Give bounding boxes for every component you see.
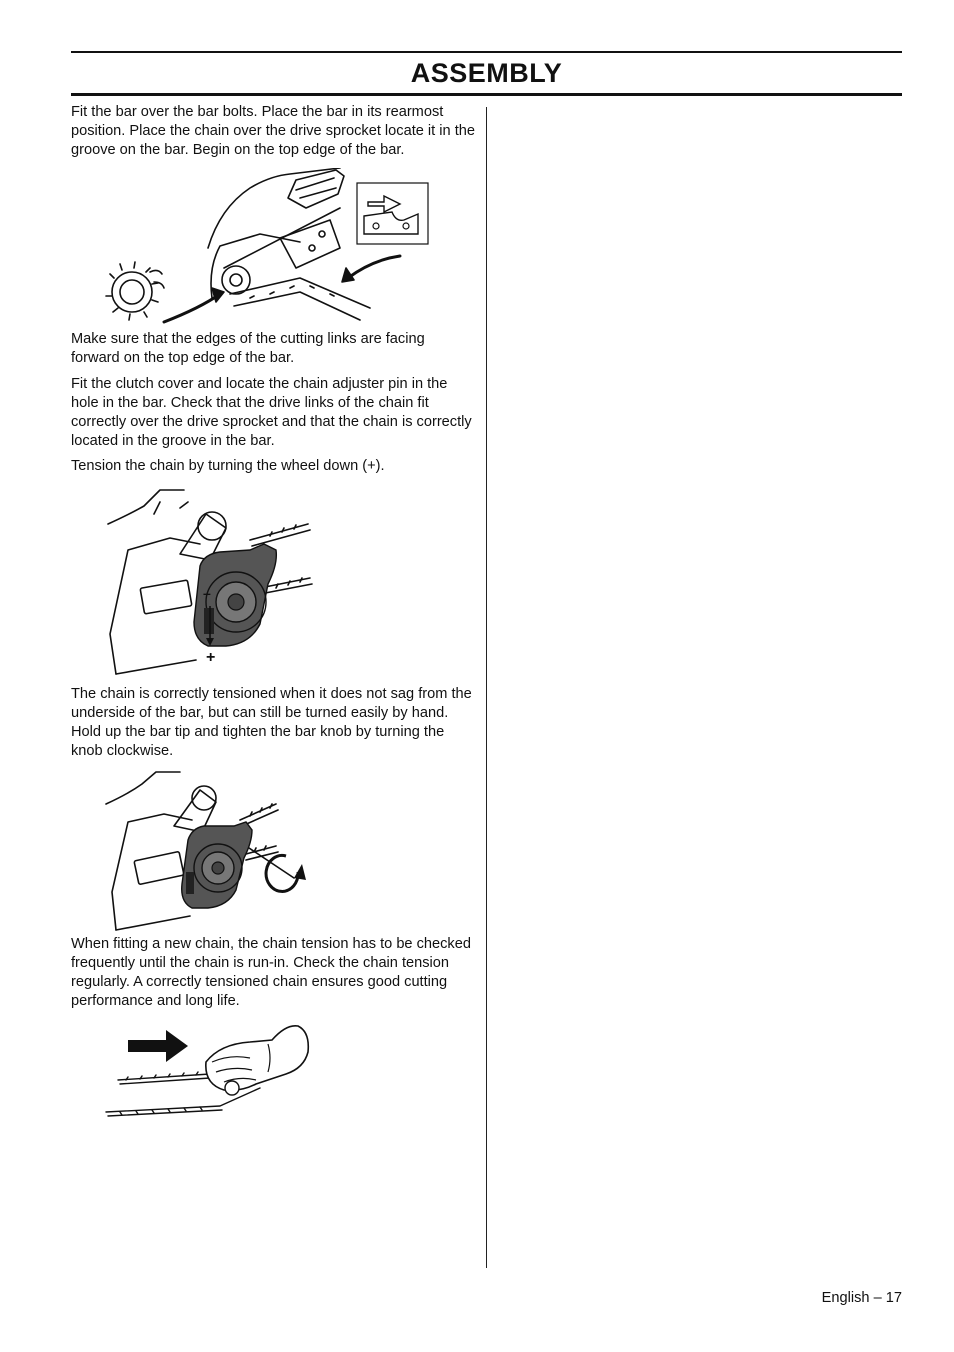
paragraph-fit-bar: Fit the bar over the bar bolts. Place the bar in its rearmost position. Place the chain over the drive sprocket locate it in the groove on the bar. Begin on the top edge of the bar. [71,104,475,158]
paragraph-correct-tension: The chain is correctly tensioned when it does not sag from the underside of the bar, but can still be turned easily by hand. Hold up the bar tip and tighten the bar knob by turning the knob clockwise. [71,686,472,759]
header-rule-top [71,51,902,53]
column-divider [486,107,487,1268]
figure-check-chain [100,1018,320,1123]
glove-icon [206,1026,308,1095]
figure-tension-wheel [100,484,320,684]
bar-knob-icon [182,822,252,908]
minus-label: – [203,585,211,601]
page-footer: English – 17 [821,1290,902,1306]
arrow-right-icon [128,1030,188,1062]
paragraph-cutting-links: Make sure that the edges of the cutting links are facing forward on the top edge of the bar. [71,331,425,366]
paragraph-clutch-cover: Fit the clutch cover and locate the chain adjuster pin in the hole in the bar. Check that the drive links of the chain fit correctly over the drive sprocket and that the chain is correctly located in the groove in the bar. [71,376,472,449]
page-title: ASSEMBLY [410,58,563,88]
header-rule-bottom [71,93,902,96]
plus-label: + [206,649,216,666]
paragraph-tension: Tension the chain by turning the wheel down (+). [71,458,385,474]
figure-chain-on-sprocket [100,168,440,328]
figure-tighten-knob [100,768,320,938]
cutting-link-inset-icon [357,183,428,244]
paragraph-new-chain: When fitting a new chain, the chain tension has to be checked frequently until the chain is run-in. Check the chain tension regularly. A correctly tensioned chain ensures good cutting performance and long life. [71,936,471,1009]
sprocket-icon [106,262,164,320]
